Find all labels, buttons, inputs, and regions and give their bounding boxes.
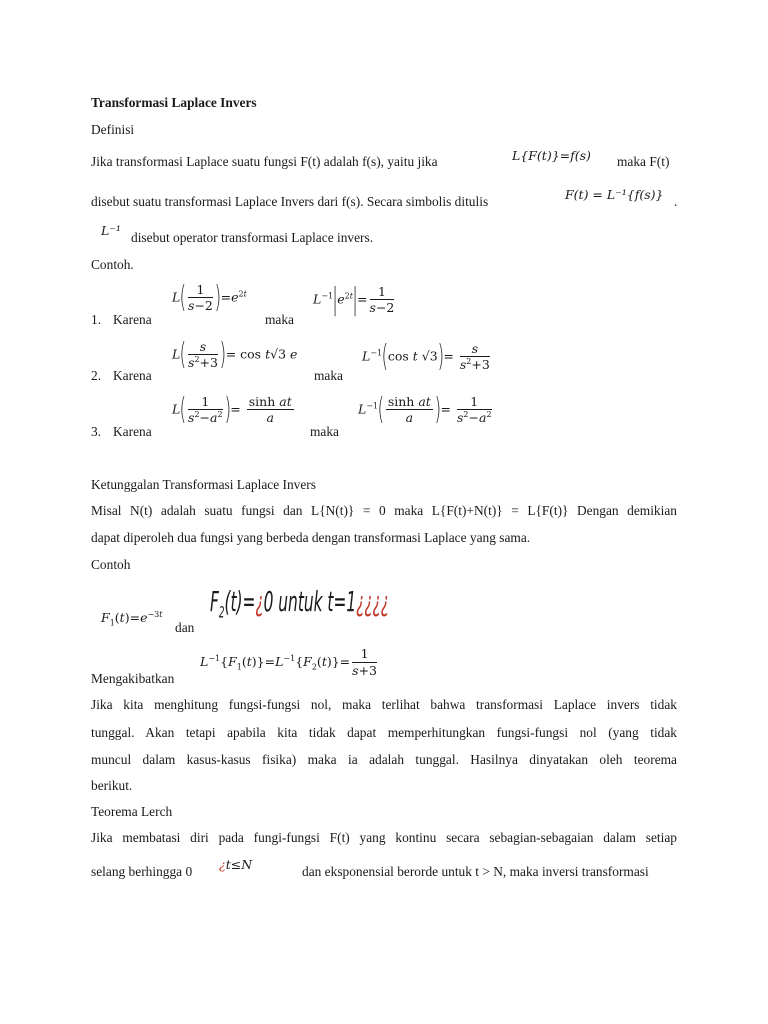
def-line3-text: disebut operator transformasi Laplace invers. [131, 230, 374, 245]
f1-equation: $F_1(t)=e^{-3t}$ [101, 609, 163, 628]
section2-para2-line3: muncul dalam kasus-kasus fisika) maka ia adalah tunggal. Hasilnya dinyatakan oleh teorema [91, 752, 677, 767]
example-2-equation: L( $\frac{s}{s^2+3}$ )= cos t√3 e [172, 337, 298, 372]
example-3-number: 3. [91, 424, 102, 439]
def-line2-equation: F(t) = L⁻¹{f(s)} [565, 187, 664, 202]
section2-para2-line1: Jika kita menghitung fungsi-fungsi nol, maka terlihat bahwa transformasi Laplace invers tidak [91, 697, 677, 712]
example-3-inverse: $L^{-1}$( $\frac{\text{sinh at}}{a}$ )= $\frac{1}{s^2-a^2}$ [358, 392, 492, 427]
def-line1-tail: maka F(t) [617, 154, 670, 169]
section3-line1: Jika membatasi diri pada fungi-fungsi F(t) yang kontinu secara sebagian-sebagaian dalam setiap [91, 830, 677, 845]
example-1-inverse: $L^{-1}|e^{2t}|=$ $\frac{1}{s-2}$ [313, 282, 395, 317]
def-line1-equation: L{F(t)}=f(s) [512, 148, 591, 163]
example-3-equation: L( $\frac{1}{s^2-a^2}$ )= $\frac{\text{sinh at}}{a}$ [172, 392, 292, 427]
section2-para-line2: dapat diperoleh dua fungsi yang berbeda dengan transformasi Laplace yang sama. [91, 530, 531, 545]
section2-para-line1: Misal N(t) adalah suatu fungsi dan L{N(t)} = 0 maka L{F(t)+N(t)} = L{F(t)} Dengan demikian [91, 503, 677, 518]
example-2-label: Karena [113, 368, 152, 383]
example-2-maka: maka [314, 368, 343, 383]
mengakibatkan-label: Mengakibatkan [91, 671, 175, 686]
example-1-number: 1. [91, 312, 102, 327]
def-line2-period: . [674, 194, 678, 209]
section3-line2-equation: ¿t≤N [219, 857, 253, 872]
dan-label: dan [175, 620, 195, 635]
section2-contoh-label: Contoh [91, 557, 131, 572]
example-3-label: Karena [113, 424, 152, 439]
contoh-label: Contoh. [91, 257, 134, 272]
document-title: Transformasi Laplace Invers [91, 95, 257, 110]
def-line1-text: Jika transformasi Laplace suatu fungsi F(t) adalah f(s), yaitu jika [91, 154, 438, 169]
example-2-inverse: $L^{-1}(\cos$ t √3)= $\frac{s}{s^2+3}$ [362, 339, 490, 374]
inverse-operator-symbol: L⁻¹ [101, 223, 121, 238]
f2-equation: $F_2(t)=¿0$ untuk t=1¿¿¿¿ [210, 585, 389, 622]
section2-heading: Ketunggalan Transformasi Laplace Invers [91, 477, 316, 492]
result-equation: $L^{-1}\{F_1(t)\}=L^{-1}\{F_2(t)\}=$ $\frac{1}{s+3}$ [200, 646, 378, 678]
section3-line2-tail: dan eksponensial berorde untuk t > N, maka inversi transformasi [302, 864, 649, 879]
section2-para2-line2: tunggal. Akan tetapi apabila kita tidak dapat memperhitungkan fungsi-fungsi nol (yang tidak [91, 725, 677, 740]
definisi-label: Definisi [91, 122, 135, 137]
example-1-label: Karena [113, 312, 152, 327]
section3-line2-text: selang berhingga 0 [91, 864, 193, 879]
def-line2-text: disebut suatu transformasi Laplace Invers dari f(s). Secara simbolis ditulis [91, 194, 489, 209]
section2-para2-line4: berikut. [91, 778, 133, 793]
example-2-number: 2. [91, 368, 102, 383]
section3-heading: Teorema Lerch [91, 804, 173, 819]
example-1-maka: maka [265, 312, 294, 327]
example-3-maka: maka [310, 424, 339, 439]
example-1-equation: L( $\frac{1}{s-2}$ )$=e^{2t}$ [172, 280, 247, 315]
